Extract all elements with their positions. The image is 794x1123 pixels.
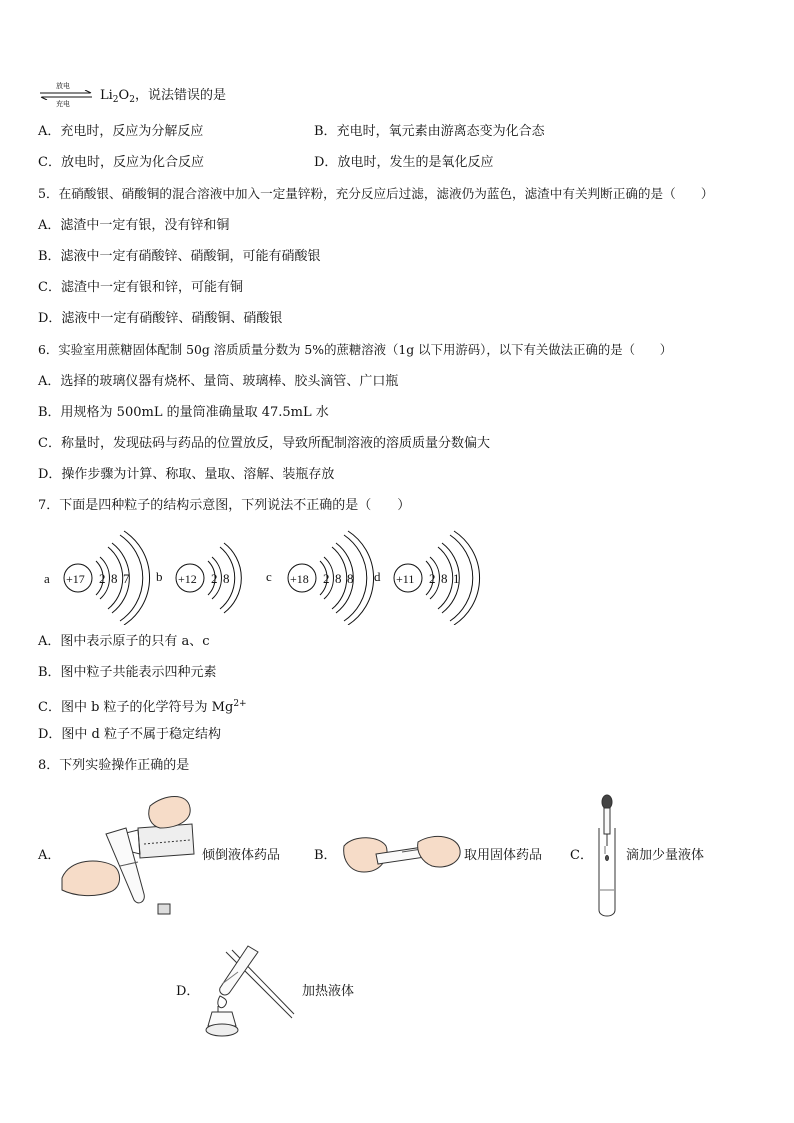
q7-option-a: A．图中表示原子的只有 a、c: [38, 634, 210, 649]
svg-text:8: 8: [223, 571, 230, 586]
atomic-structure-diagrams: [30, 525, 490, 625]
svg-text:8: 8: [111, 571, 118, 586]
arrow-top-label: 放电: [56, 82, 70, 90]
q5-option-d: D．滤液中一定有硝酸锌、硝酸铜、硝酸银: [38, 311, 283, 326]
header-formula-line: $Li_2O_2$，说法错误的是: [100, 88, 226, 105]
q8-option-a-letter: A．: [38, 848, 61, 863]
svg-text:1: 1: [453, 571, 460, 586]
heating-liquid-illustration: [198, 942, 298, 1042]
q5-stem: 5．在硝酸银、硝酸铜的混合溶液中加入一定量锌粉，充分反应后过滤，滤液仍为蓝色，滤渣中有关判断正确的是（ ）: [38, 186, 714, 201]
svg-text:7: 7: [123, 571, 130, 586]
q6-option-d: D．操作步骤为计算、称取、量取、溶解、装瓶存放: [38, 467, 335, 482]
q7-stem: 7．下面是四种粒子的结构示意图，下列说法不正确的是（ ）: [38, 498, 411, 513]
q8-option-b-letter: B．: [314, 848, 337, 863]
svg-text:2: 2: [211, 571, 218, 586]
pouring-liquid-illustration: [60, 788, 200, 918]
q5-option-a: A．滤渣中一定有银，没有锌和铜: [38, 218, 230, 233]
q8-option-b-caption: 取用固体药品: [464, 848, 543, 863]
q8-option-d-letter: D．: [176, 984, 200, 999]
particle-d-nucleus: +11: [396, 572, 415, 586]
particle-a-label: a: [44, 571, 50, 586]
q8-option-c-caption: 滴加少量液体: [626, 848, 705, 863]
reversible-arrow: [38, 90, 94, 100]
particle-d-label: d: [374, 569, 381, 584]
svg-text:8: 8: [335, 571, 342, 586]
q4-option-a: A．充电时，反应为分解反应: [38, 124, 204, 139]
arrow-bottom-label: 充电: [56, 100, 70, 108]
q4-option-c: C．放电时，反应为化合反应: [38, 155, 204, 170]
particle-c-label: c: [266, 569, 272, 584]
particle-c-nucleus: +18: [290, 572, 309, 586]
q5-option-c: C．滤渣中一定有银和锌，可能有铜: [38, 280, 243, 295]
q6-option-b: B．用规格为 500mL 的量筒准确量取 47.5mL 水: [38, 405, 329, 420]
q8-option-c-letter: C．: [570, 848, 593, 863]
q8-option-a-caption: 倾倒液体药品: [202, 848, 281, 863]
q7-option-b: B．图中粒子共能表示四种元素: [38, 665, 217, 680]
particle-b-nucleus: +12: [178, 572, 197, 586]
q8-option-d-caption: 加热液体: [302, 984, 355, 999]
q8-stem: 8．下列实验操作正确的是: [38, 758, 190, 773]
particle-b-label: b: [156, 569, 163, 584]
svg-text:2: 2: [429, 571, 436, 586]
q4-option-b: B．充电时，氧元素由游离态变为化合态: [314, 124, 545, 139]
particle-a-nucleus: +17: [66, 572, 85, 586]
q5-option-b: B．滤液中一定有硝酸锌、硝酸铜，可能有硝酸银: [38, 249, 321, 264]
q4-option-d: D．放电时，发生的是氧化反应: [314, 155, 494, 170]
svg-text:8: 8: [441, 571, 448, 586]
dropper-illustration: [594, 794, 620, 920]
q6-option-a: A．选择的玻璃仪器有烧杯、量筒、玻璃棒、胶头滴管、广口瓶: [38, 374, 399, 389]
q6-stem: 6．实验室用蔗糖固体配制 50g 溶质质量分数为 5%的蔗糖溶液（1g 以下用游码），以下有关做法正确的是（ ）: [38, 342, 673, 357]
q7-option-c: C．图中 b 粒子的化学符号为 $Mg^{2+}$: [38, 699, 247, 715]
svg-text:2: 2: [99, 571, 106, 586]
q7-option-d: D．图中 d 粒子不属于稳定结构: [38, 727, 222, 742]
svg-text:8: 8: [347, 571, 354, 586]
q6-option-c: C．称量时，发现砝码与药品的位置放反，导致所配制溶液的溶质质量分数偏大: [38, 436, 490, 451]
svg-text:2: 2: [323, 571, 330, 586]
taking-solid-illustration: [342, 832, 462, 882]
